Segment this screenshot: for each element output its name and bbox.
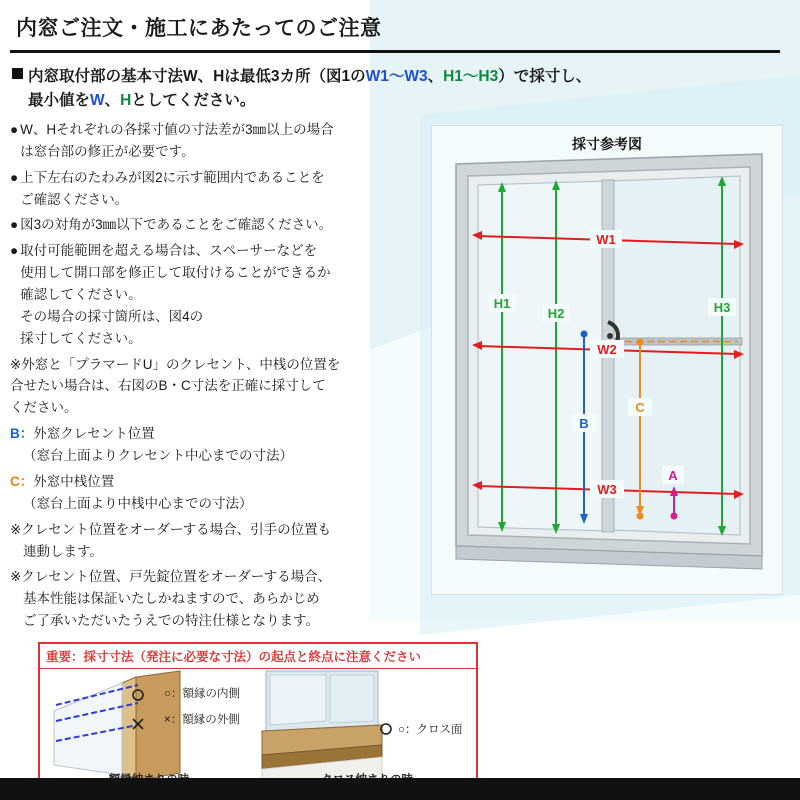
bullet-item-2 [10,167,425,211]
lead-line1-a: 内窓取付部の基本寸法W、Hは最低3カ所（図1の [28,68,366,85]
n4-line1: ※クレセント位置をオーダーする場合、引手の位置も [10,521,332,537]
bullet-item-1 [10,119,425,163]
bullet-dot-icon: ● [10,217,19,233]
bullet-dot-icon: ● [10,169,19,185]
n2-label: B： [10,426,34,442]
important-right-figure [258,669,476,789]
bullet-square-icon [12,68,23,79]
b1-line1: W、Hそれぞれの各採寸値の寸法差が3㎜以上の場合 [20,122,334,138]
note-crescent [10,354,425,420]
label-w3: W3 [597,482,617,498]
label-c: C [635,400,645,416]
bottom-black-bar [0,778,800,800]
lead-w: W [90,92,105,110]
lead-line1-b: 、 [427,68,444,85]
note-c-definition [10,471,425,515]
bullet-dot-icon: ● [10,122,19,138]
n3-label: C： [10,473,34,489]
lead-h: H [120,92,132,110]
right-figure-column [425,119,790,636]
b4-line3: 確認してください。 [20,287,142,303]
important-box [38,642,478,791]
label-h2: H2 [547,306,565,322]
label-h1: H1 [493,296,511,312]
b1-line2: は窓台部の修正が必要です。 [20,143,195,159]
measurement-figure [431,125,783,595]
n1-line1: ※外窓と「プラマードU」のクレセント、中桟の位置を [10,356,341,372]
note-warranty [10,566,425,632]
label-h3: H3 [713,300,731,316]
n3-text: 外窓中桟位置 [33,473,115,489]
label-a: A [668,468,678,484]
page-title: 内窓ご注文・施工にあたってのご注意 [10,8,780,53]
b3-line1: 図3の対角が3㎜以下であることをご確認ください。 [20,217,333,233]
b2-line1: 上下左右のたわみが図2に示す範囲内であることを [20,169,325,185]
label-b: B [579,416,589,432]
bullet-item-4 [10,240,425,349]
n5-line1: ※クレセント位置、戸先錠位置をオーダーする場合、 [10,569,332,585]
window-measurement-diagram [432,126,784,596]
b4-line2: 使用して開口部を修正して取付けることができるか [20,265,331,281]
important-body [40,669,476,789]
legend-cross: ○：クロス面 [398,723,463,736]
n3-sub: （窓台上面より中桟中心までの寸法） [23,495,253,511]
figure-title: 採寸参考図 [572,136,642,153]
b4-line5: 採寸してください。 [20,330,142,346]
left-text-column [10,119,425,636]
lead-line2-b: 、 [104,92,121,110]
lead-line2-c: としてください。 [131,92,256,110]
important-heading: 重要：採寸寸法（発注に必要な寸法）の起点と終点に注意ください [40,644,476,669]
content-columns [10,119,790,636]
legend-ng: ×：額縁の外側 [164,713,240,726]
lead-paragraph [12,65,790,113]
n5-line2: 基本性能は保証いたしかねますので、あらかじめ [23,591,320,607]
label-w1: W1 [596,232,616,248]
bullet-dot-icon: ● [10,243,19,259]
label-w2: W2 [597,342,617,358]
b4-line1: 取付可能範囲を超える場合は、スペーサーなどを [20,243,318,259]
n1-line3: ください。 [10,400,78,416]
n2-text: 外窓クレセント位置 [33,426,155,442]
important-left-figure [40,669,258,789]
b4-line4: その場合の採寸箇所は、図4の [20,308,204,324]
n5-line3: ご了承いただいたうえでの特注仕様となります。 [23,613,319,629]
n4-line2: 連動します。 [23,543,103,559]
note-handle [10,519,425,563]
lead-h-range: H1〜H3 [443,68,499,85]
note-b-definition [10,423,425,467]
lead-w-range: W1〜W3 [365,68,428,85]
lead-line2-a: 最小値を [28,92,91,110]
legend-ok: ○：額縁の内側 [164,687,240,700]
b2-line2: ご確認ください。 [20,191,129,207]
n2-sub: （窓台上面よりクレセント中心までの寸法） [23,448,293,464]
lead-line1-c: ）で採寸し、 [498,68,592,85]
n1-line2: 合せたい場合は、右図のB・C寸法を正確に採寸して [10,378,326,394]
bullet-item-3 [10,214,425,236]
